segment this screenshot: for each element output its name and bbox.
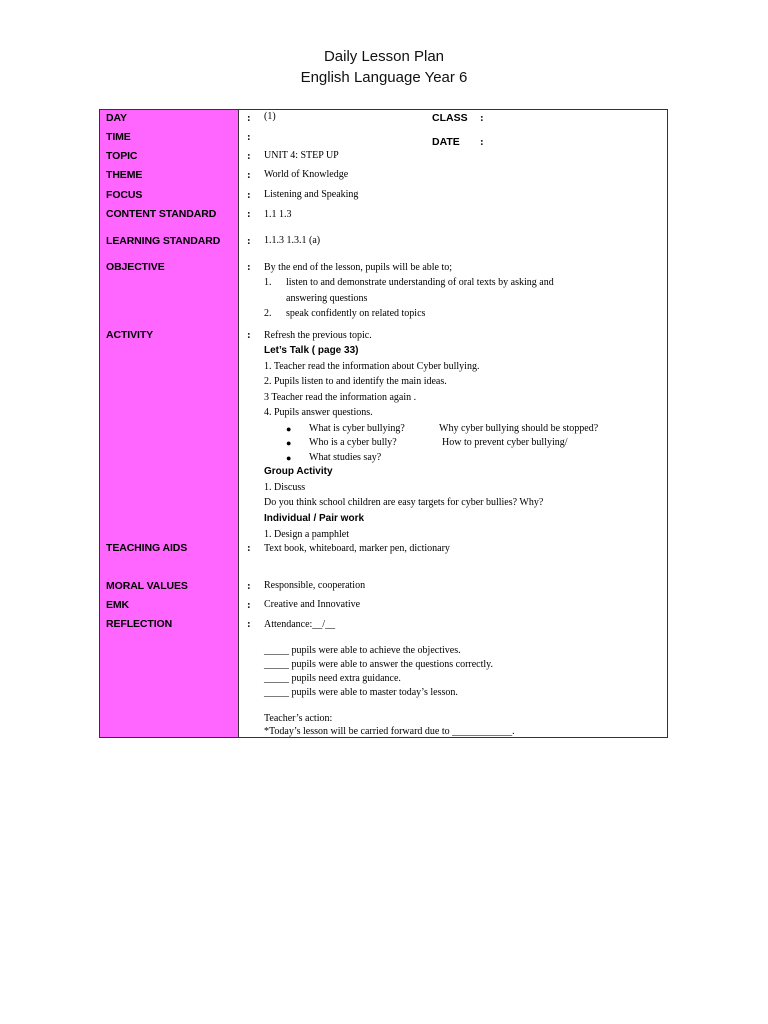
colon: : xyxy=(247,261,251,273)
label-topic: TOPIC xyxy=(106,150,138,162)
colon: : xyxy=(247,329,251,341)
carried-forward: *Today’s lesson will be carried forward due to ____________. xyxy=(264,726,515,737)
colon: : xyxy=(247,580,251,592)
value-theme: World of Knowledge xyxy=(264,169,349,180)
value-focus: Listening and Speaking xyxy=(264,189,359,200)
colon: : xyxy=(247,235,251,247)
doc-title: Daily Lesson Plan xyxy=(323,48,445,65)
label-focus: FOCUS xyxy=(106,189,143,201)
bullet-icon: ● xyxy=(286,453,292,463)
colon: : xyxy=(247,542,251,554)
objective-num: 2. xyxy=(264,308,272,319)
objective-num: 1. xyxy=(264,277,272,288)
objective-item-cont: answering questions xyxy=(286,293,368,304)
value-emk: Creative and Innovative xyxy=(264,599,361,610)
colon: : xyxy=(247,208,251,220)
reflection-line: _____ pupils need extra guidance. xyxy=(264,673,401,684)
pair-step: 1. Design a pamphlet xyxy=(264,529,349,540)
lesson-plan-table xyxy=(99,109,668,738)
label-class: CLASS xyxy=(432,112,468,124)
question: What studies say? xyxy=(309,452,382,463)
objective-intro: By the end of the lesson, pupils will be able to; xyxy=(264,262,453,273)
colon: : xyxy=(247,189,251,201)
label-content-standard: CONTENT STANDARD xyxy=(106,208,217,220)
label-date: DATE xyxy=(432,136,460,148)
question: Who is a cyber bully? xyxy=(309,437,397,448)
activity-step: 2. Pupils listen to and identify the main ideas. xyxy=(264,376,447,387)
attendance: Attendance:__/__ xyxy=(264,619,336,630)
group-activity-heading: Group Activity xyxy=(264,466,333,477)
pair-work-heading: Individual / Pair work xyxy=(264,513,365,524)
colon: : xyxy=(247,131,251,143)
bullet-icon: ● xyxy=(286,424,292,434)
question: What is cyber bullying? xyxy=(309,423,405,434)
group-step: Do you think school children are easy targets for cyber bullies? Why? xyxy=(264,497,544,508)
activity-step: 3 Teacher read the information again . xyxy=(264,392,417,403)
reflection-line: _____ pupils were able to answer the questions correctly. xyxy=(264,659,494,670)
reflection-line: _____ pupils were able to master today’s lesson. xyxy=(264,687,458,698)
activity-step: 4. Pupils answer questions. xyxy=(264,407,373,418)
label-learning-standard: LEARNING STANDARD xyxy=(106,235,221,247)
doc-subtitle: English Language Year 6 xyxy=(300,69,468,86)
value-topic: UNIT 4: STEP UP xyxy=(264,150,339,161)
colon: : xyxy=(480,112,484,124)
question: Why cyber bullying should be stopped? xyxy=(439,423,599,434)
label-theme: THEME xyxy=(106,169,143,181)
colon: : xyxy=(480,136,484,148)
question: How to prevent cyber bullying/ xyxy=(442,437,568,448)
value-day: (1) xyxy=(264,111,276,122)
reflection-line: _____ pupils were able to achieve the objectives. xyxy=(264,645,461,656)
value-moral-values: Responsible, cooperation xyxy=(264,580,366,591)
label-reflection: REFLECTION xyxy=(106,618,173,630)
colon: : xyxy=(247,150,251,162)
colon: : xyxy=(247,112,251,124)
objective-item: listen to and demonstrate understanding of oral texts by asking and xyxy=(286,277,554,288)
activity-intro: Refresh the previous topic. xyxy=(264,330,372,341)
activity-lets-talk: Let’s Talk ( page 33) xyxy=(264,345,359,356)
label-moral-values: MORAL VALUES xyxy=(106,580,188,592)
colon: : xyxy=(247,599,251,611)
label-emk: EMK xyxy=(106,599,130,611)
colon: : xyxy=(247,169,251,181)
label-column xyxy=(100,110,239,737)
group-step: 1. Discuss xyxy=(264,482,306,493)
colon: : xyxy=(247,618,251,630)
bullet-icon: ● xyxy=(286,438,292,448)
label-objective: OBJECTIVE xyxy=(106,261,165,273)
value-teaching-aids: Text book, whiteboard, marker pen, dictionary xyxy=(264,543,450,554)
label-day: DAY xyxy=(106,112,127,124)
teacher-action: Teacher’s action: xyxy=(264,713,333,724)
objective-item: speak confidently on related topics xyxy=(286,308,426,319)
label-time: TIME xyxy=(106,131,131,143)
label-activity: ACTIVITY xyxy=(106,329,154,341)
label-teaching-aids: TEACHING AIDS xyxy=(106,542,188,554)
value-learning-standard: 1.1.3 1.3.1 (a) xyxy=(264,235,321,246)
value-content-standard: 1.1 1.3 xyxy=(264,209,292,220)
activity-step: 1. Teacher read the information about Cyber bullying. xyxy=(264,361,480,372)
